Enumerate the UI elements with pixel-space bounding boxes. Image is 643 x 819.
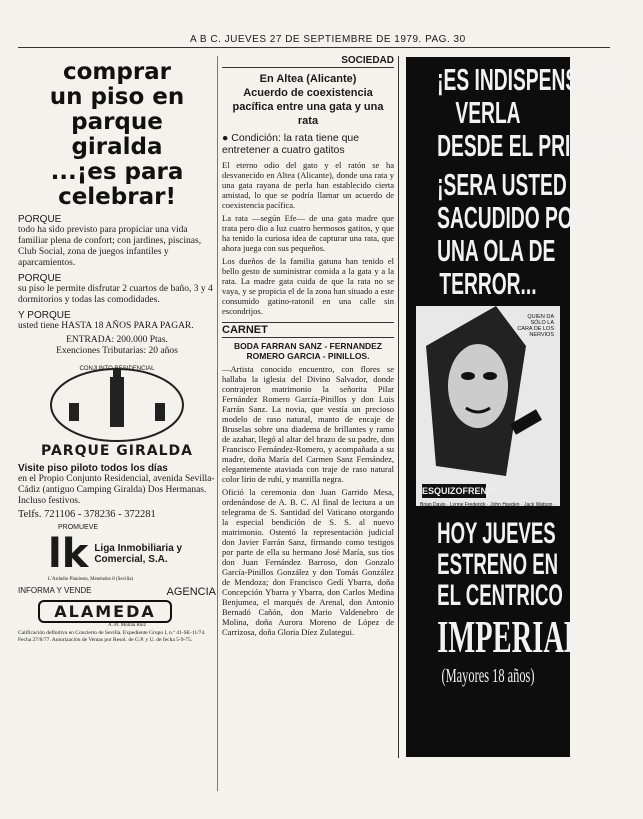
ad-headline-4: giralda bbox=[71, 134, 163, 160]
film-poster bbox=[416, 306, 560, 514]
exenciones: Exenciones Tributarias: 20 años bbox=[56, 346, 178, 356]
poster-credits: Brian Davis · Lynne Frederick · John Hayden · Jack Watson · Jenkins · Fowlds bbox=[420, 502, 556, 514]
bullet-icon: ● bbox=[222, 132, 232, 144]
logo-name: PARQUE GIRALDA bbox=[41, 443, 193, 459]
film-line-10: EL CENTRICO bbox=[437, 579, 563, 612]
article-paragraph-3: Los dueños de la familia gatuna han tenido el bello gesto de suministrar comida a la gata y a la rata. La madre gata cuida de que la rata no se vaya, y se propicia el de la zona han situado a este consumido gatino-ratonil en una calle sin escondrijos. bbox=[222, 256, 394, 316]
article-paragraph-1: El eterno odio del gato y el ratón se ha desvanecido en Altea (Alicante), donde una rata y una gata rayana de perla han establecido cierta amistad, lo que se podría llamar un acuerdo de coexistencia pacífica. bbox=[222, 160, 394, 210]
liga-block bbox=[48, 531, 216, 577]
porque-label-2: PORQUE bbox=[18, 273, 62, 284]
porque-text-1: todo ha sido previsto para propiciar una vida familiar plena de confort; con jardines, piscinas, Club Social, zona de juegos infantiles y aparcamientos. bbox=[18, 225, 202, 268]
logo-caption: CONJUNTO RESIDENCIAL bbox=[79, 366, 155, 372]
film-line-5: SACUDIDO POR bbox=[437, 200, 587, 235]
visite-text: en el Propio Conjunto Residencial, avenida Sevilla-Cádiz (antiguo Camping Giralda) Dos Hermanas. Incluso festivos. bbox=[18, 474, 215, 506]
boda-paragraph-1: —Artista conocido encuentro, con flores se hallaba la iglesia del Divino Salvador, donde contrajeron matrimonio la señorita Pilar Fernández Romero García-Pinillos y don Luis Farrán Sanz. La novia, que vestía un precioso modelo de raso natural, manto de encaje de Bruselas sobre una diadema de brillantes y ramo de azahar, llegó al altar del brazo de su padre, don Francisco Fernández-Romero, y acompañada a su madre, doña María del Carmen Sanz Fernández, elegantemente ataviada con traje de raso natural color lirio de rubí, y mantilla negra. bbox=[222, 364, 394, 484]
film-ad bbox=[406, 57, 643, 757]
porque-text-3: usted tiene HASTA 18 AÑOS PARA PAGAR. bbox=[18, 321, 194, 331]
film-line-1: ¡ES INDISPENSABLE bbox=[437, 62, 631, 97]
parque-giralda-ad bbox=[18, 60, 216, 790]
porque-label-1: PORQUE bbox=[18, 214, 62, 225]
age-rating: (Mayores 18 años) bbox=[441, 665, 535, 687]
article-headline: Acuerdo de coexistencia pacífica entre una gata y una rata bbox=[232, 87, 384, 127]
entrada: ENTRADA: 200.000 Ptas. bbox=[66, 335, 168, 345]
ad-headline-2: un piso en bbox=[49, 84, 185, 110]
section-title: SOCIEDAD bbox=[222, 56, 394, 68]
carnet-heading: CARNET bbox=[222, 322, 394, 338]
poster-note: QUIEN DA SÓLO LA CARA DE LOS NERVIOS bbox=[517, 314, 554, 338]
promueve-label: PROMUEVE bbox=[58, 524, 99, 531]
boda-paragraph-2: Ofició la ceremonia don Juan Garrido Mesa, ordenándose de A. B. C. Al final de lectura a un telegrama de S. Santidad del Vaticano otorgando la especial bendición de S. S. al nuevo matrimonio. Ostentó la representación judicial don Javier Farrán Sanz, firmando como testigos por parte de ella su hermano José María, sus tíos don Juan Fernández Barroso, don Gonzalo García-Pinillos González y don Tomás González de Mendoza; don Francisco Gedí Ybarra, doña Concepción Ybarra y Ybarra, don Carlos Medina Benjumea, el marqués de Arenal, don Antonio Bernadó Cañón, don Mario Valdenebro de Molina, doña Aurora Moreno de López de Carrizosa, doña Gloria Díez Zulategui. bbox=[222, 487, 394, 637]
ad-headline-6: celebrar! bbox=[58, 184, 176, 210]
article-paragraph-2: La rata —según Efe— de una gata madre que trata pero dio a luz cuatro hermosos gatitos, y que ha tenido la curiosa idea de capturar una rata, que ahora juega con sus pequeños. bbox=[222, 213, 394, 253]
article-subhead bbox=[222, 132, 394, 156]
lk-logo: lk bbox=[48, 531, 89, 577]
agencia-label: AGENCIA bbox=[166, 586, 216, 598]
film-line-6: UNA OLA DE bbox=[437, 233, 556, 268]
news-column bbox=[222, 56, 394, 791]
visite-heading: Visite piso piloto todos los días bbox=[18, 463, 168, 474]
theatre-name: IMPERIAL bbox=[437, 611, 583, 662]
header-rule bbox=[18, 47, 610, 48]
column-rule-left bbox=[217, 56, 218, 791]
liga-name: Liga Inmobiliaria y Comercial, S.A. bbox=[94, 543, 183, 565]
film-line-9: ESTRENO EN bbox=[437, 548, 559, 581]
boda-heading: BODA FARRAN SANZ - FERNANDEZ ROMERO GARCIA - PINILLOS. bbox=[234, 341, 382, 361]
parque-giralda-logo bbox=[47, 363, 187, 443]
poster-title: ESQUIZOFRENIA bbox=[422, 486, 497, 496]
informa-row bbox=[18, 586, 216, 598]
legal-footer: Calificación definitiva en Concierto de Sevilla. Expediente Grupo I, n.º 41-SE-11/74. Fecha 27/8/77. Autorización de Ventas por Resol. de G.P. y U. de fecha 5-9-75. bbox=[18, 630, 206, 643]
alameda-logo: ALAMEDA bbox=[38, 600, 172, 623]
column-rule-right bbox=[398, 56, 399, 758]
film-line-4: ¡SERA USTED bbox=[437, 167, 567, 202]
telephones: Telfs. 721106 - 378236 - 372281 bbox=[18, 509, 156, 520]
film-line-2: VERLA bbox=[455, 95, 521, 130]
ad-headline-5: ...¡es para bbox=[50, 159, 184, 185]
informa-label: INFORMA Y VENDE bbox=[18, 586, 92, 595]
film-line-7: TERROR... bbox=[439, 266, 537, 301]
article-location: En Altea (Alicante) bbox=[259, 73, 357, 85]
liga-address: L'Ardadio Planiesta, Menéndez 8 (Sevilla) bbox=[48, 577, 134, 582]
alameda-sub: A. Pl. Molina Ruiz bbox=[108, 623, 146, 628]
ad-headline-1: comprar bbox=[62, 59, 172, 85]
porque-label-3: Y PORQUE bbox=[18, 310, 71, 321]
subhead-text: Condición: la rata tiene que entretener a cuatro gatitos bbox=[222, 132, 360, 156]
page-header: A B C. JUEVES 27 DE SEPTIEMBRE DE 1979. PAG. 30 bbox=[190, 34, 466, 45]
film-line-8: HOY JUEVES bbox=[437, 517, 556, 550]
film-line-3: DESDE EL PRINCIPIO! bbox=[437, 128, 643, 163]
ad-headline-3: parque bbox=[71, 109, 163, 135]
porque-text-2: su piso le permite disfrutar 2 cuartos de baño, 3 y 4 dormitorios y todas las comodidades. bbox=[18, 284, 213, 305]
giralda-tower-icon bbox=[47, 363, 187, 443]
